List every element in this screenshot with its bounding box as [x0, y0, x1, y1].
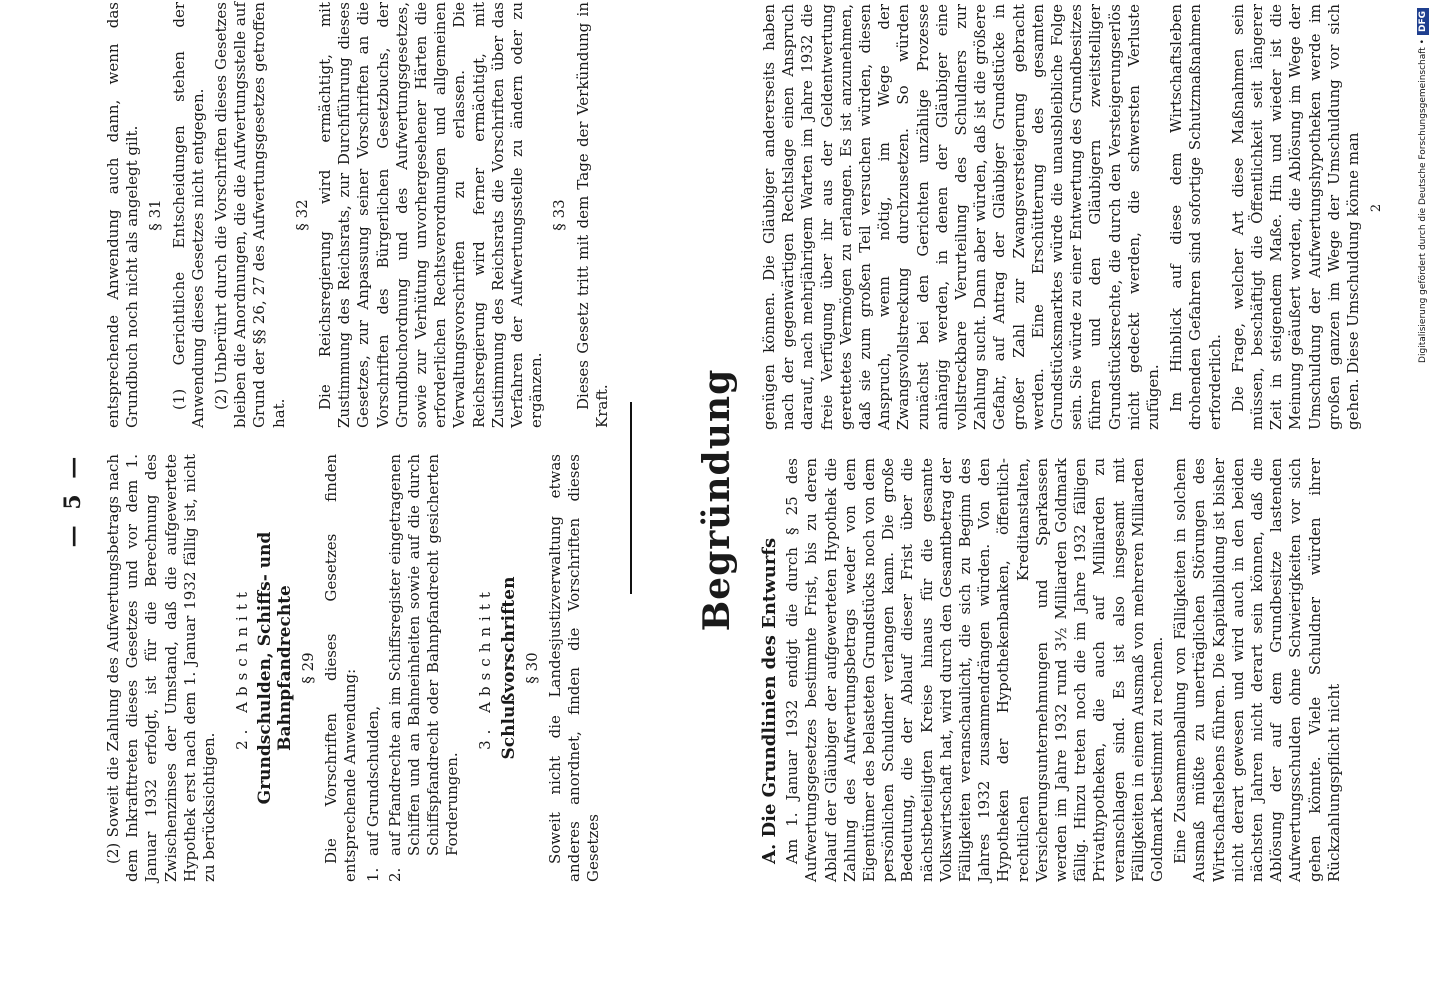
list-item-text: auf Pfandrechte an im Schiffsregister eingetragenen Schiffen und an Bahneinheiten sowie auf die durch Schiffspfandrecht oder Bahnpfandrecht gesicherten Forderungen. [385, 454, 462, 856]
paragraph: Eine Zusammenballung von Fälligkeiten in solchem Ausmaß müßte zu unerträglichen Störungen des Wirtschaftslebens führen. Die Kapitalbildung ist bisher nicht derart gewesen und wird auch in den beiden nächsten Jahren nicht derart sein können, daß die Ablösung der auf dem Grundbesitze lastenden Aufwertungsschulden ohne Schwierigkeiten vor sich gehen könnte. Viele Schuldner würden ihrer Rückzahlungspflicht nicht [1171, 458, 1343, 882]
paragraph: Die Reichsregierung wird ermächtigt, mit Zustimmung des Reichsrats, zur Durchführung dieses Gesetzes, zur Anpassung seiner Vorschriften an die Vorschriften des Bürgerlichen Gesetzbuchs, der Grundbuchordnung und des Aufwertungsgesetzes, sowie zur Verhütung unvorhergesehener Härten die erforderlichen Rechtsverordnungen und allgemeinen Verwaltungsvorschriften zu erlassen. Die Reichsregierung wird ferner ermächtigt, mit Zustimmung des Reichsrats die Vorschriften über das Verfahren der Aufwertungsstelle zu ändern oder zu ergänzen. [316, 2, 546, 428]
paragraph: Soweit nicht die Landesjustizverwaltung etwas anderes anordnet, finden die Vorschriften dieses Gesetzes [546, 454, 603, 882]
paragraph-number: § 29 [298, 652, 317, 684]
column-bottom-right [760, 4, 1391, 430]
column-bottom-left [760, 458, 1348, 882]
column-top-left [104, 454, 608, 882]
funding-notice [1416, 8, 1430, 992]
dfg-logo: DFG [1417, 8, 1429, 35]
paragraph-number: § 32 [292, 199, 311, 231]
list-item [364, 454, 383, 882]
subheading: A. Die Grundlinien des Entwurfs [759, 537, 780, 864]
paragraph: (2) Unberührt durch die Vorschriften dieses Gesetzes bleiben die Anordnungen, die die Aufwertungsstelle auf Grund der §§ 26, 27 des Aufwertungsgesetzes getroffen hat. [212, 2, 288, 428]
paragraph: Im Hinblick auf diese dem Wirtschaftsleben drohenden Gefahren sind sofortige Schutzmaßnahmen erforderlich. [1167, 4, 1224, 430]
section-label: 2. Abschnitt [233, 586, 252, 750]
paragraph: entsprechende Anwendung auch dann, wenn das Grundbuch noch nicht als angelegt gilt. [104, 2, 142, 428]
paragraph: (1) Gerichtliche Entscheidungen stehen der Anwendung dieses Gesetzes nicht entgegen. [169, 2, 207, 428]
page-number: — 5 — [60, 452, 86, 548]
paragraph-number: § 33 [550, 199, 569, 231]
paragraph: genügen können. Die Gläubiger andererseits haben nach der gegenwärtigen Rechtslage einen Anspruch darauf, nach mehrjährigem Warten im Jahre 1932 die freie Verfügung über ihr aus der Geldentwertung gerettetes Vermögen zu erlangen. Es ist anzunehmen, daß sie zum großen Teil versuchen würden, diesen Anspruch, wenn nötig, im Wege der Zwangsvollstreckung durchzusetzen. So würden zunächst bei den Gerichten unzählige Prozesse anhängig werden, in denen der Gläubiger eine vollstreckbare Verurteilung des Schuldners zur Zahlung sucht. Dann aber würden, daß ist die größere Gefahr, auf Antrag der Gläubiger Grundstücke in großer Zahl zur Zwangsversteigerung gebracht werden. Eine Erschütterung des gesamten Grundstücksmarktes würde die unausbleibliche Folge sein. Sie würde zu einer Entwertung des Grundbesitzes führen und den Gläubigern zweitstelliger Grundstücksrechte, die durch den Versteigerungserlös nicht gedeckt werden, die schwersten Verluste zufügen. [760, 4, 1163, 430]
section-heading: Schlußvorschriften [498, 576, 519, 760]
paragraph: Dieses Gesetz tritt mit dem Tage der Verkündung in Kraft. [573, 2, 611, 428]
divider-line [630, 402, 632, 594]
column-top-right [104, 2, 616, 428]
list-item-number: 2. [385, 867, 404, 882]
enumerated-list [364, 454, 462, 882]
section-title: Begründung [696, 368, 738, 632]
list-item-number: 1. [364, 867, 383, 882]
paragraph: Am 1. Januar 1932 endigt die durch § 25 des Aufwertungsgesetzes bestimmte Frist, bis zu deren Ablauf der Gläubiger der aufgewerteten Hypothek die Zahlung des Aufwertungsbetrags weder von dem Eigentümer des belasteten Grundstücks noch von dem persönlichen Schuldner verlangen kann. Die große Bedeutung, die der Ablauf dieser Frist über die nächstbeteiligten Kreise hinaus für die gesamte Volkswirtschaft hat, wird durch den Gesamtbetrag der Fälligkeiten veranschaulicht, die sich zu Beginn des Jahres 1932 zusammendrängen würden. Von den Hypotheken der Hypothekenbanken, öffentlich-rechtlichen Kreditanstalten, Versicherungsunternehmungen und Sparkassen werden im Jahre 1932 rund 3½ Milliarden Goldmark fällig. Hinzu treten noch die im Jahre 1932 fälligen Privathypotheken, die auch auf Milliarden zu veranschlagen sind. Es ist also insgesamt mit Fälligkeiten in einem Ausmaß von mehreren Milliarden Goldmark bestimmt zu rechnen. [783, 458, 1167, 882]
paragraph-number: § 30 [522, 652, 541, 684]
paragraph: Die Frage, welcher Art diese Maßnahmen sein müssen, beschäftigt die Öffentlichkeit seit längerer Zeit in steigendem Maße. Hin und wieder ist die Meinung geäußert worden, die Ablösung im Wege der Umschuldung der Aufwertungshypotheken werde im großen ganzen im Wege der Umschuldung vor sich gehen. Diese Umschuldung könne man [1228, 4, 1363, 430]
section-label: 3. Abschnitt [476, 586, 495, 750]
paragraph: Die Vorschriften dieses Gesetzes finden entsprechende Anwendung: [322, 454, 360, 882]
section-heading: Grundschulden, Schiffs- und Bahnpfandrechte [255, 531, 295, 805]
funding-notice-text: Digitalisierung gefördert durch die Deutsche Forschungsgemeinschaft • [1418, 39, 1428, 363]
paragraph-number: § 31 [146, 199, 165, 231]
list-item [386, 454, 463, 882]
funding-notice-text-row [1416, 8, 1430, 992]
list-item-text: auf Grundschulden, [364, 705, 383, 856]
paragraph: (2) Soweit die Zahlung des Aufwertungsbetrags nach dem Inkrafttreten dieses Gesetzes und vor dem 1. Januar 1932 erfolgt, ist für die Berechnung des Zwischenzinses der Umstand, daß die aufgewertete Hypothek erst nach dem 1. Januar 1932 fällig ist, nicht zu berücksichtigen. [104, 454, 219, 882]
folio-number: 2 [1369, 203, 1385, 213]
